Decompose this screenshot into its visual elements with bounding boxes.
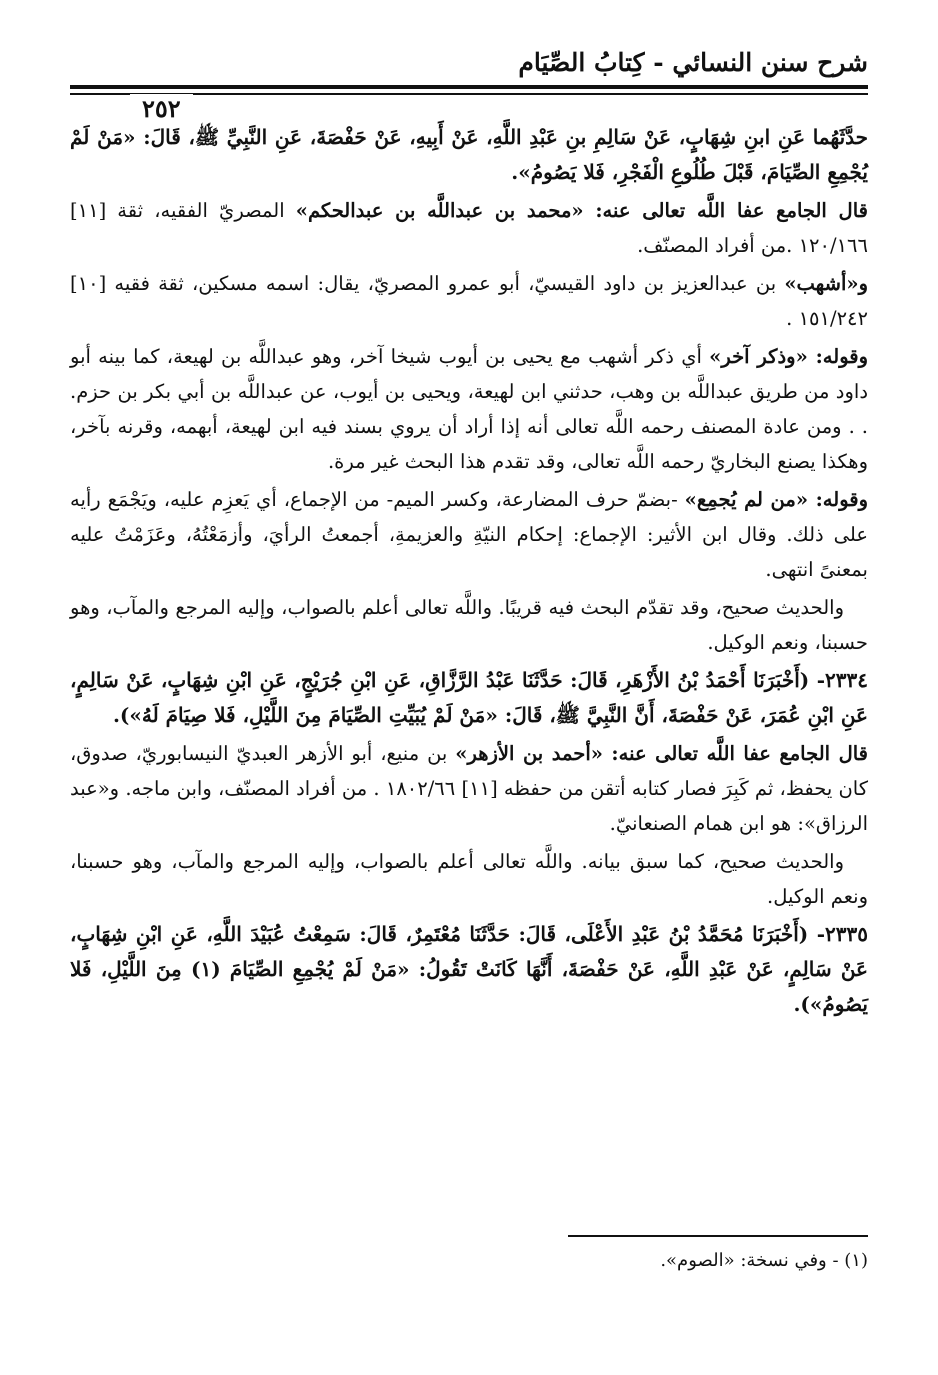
commentary-paragraph — [70, 339, 868, 479]
page-header — [70, 40, 868, 123]
page-number: ٢٥٢ — [130, 94, 193, 123]
narrator-paragraph — [70, 736, 868, 841]
hadith-paragraph: حدَّثَهُما عَنِ ابنِ شِهَابٍ، عَنْ سَالِمِ بنِ عَبْدِ اللَّهِ، عَنْ أَبِيهِ، عَنْ حَفْصَةَ، عَنِ النَّبِيِّ ﷺ، قَالَ: «مَنْ لَمْ يُجْمِعِ الصِّيَامَ، قَبْلَ طُلُوعِ الْفَجْرِ، فَلا يَصُومُ». — [70, 125, 868, 184]
paragraph-lead: قال الجامع عفا اللَّه تعالى عنه: «أحمد بن الأزهر» — [455, 742, 868, 765]
paragraph-lead: و«أشهب» — [784, 272, 868, 295]
narrator-paragraph — [70, 193, 868, 263]
footnote-separator — [568, 1235, 868, 1237]
paragraph-text: أي ذكر أشهب مع يحيى بن أيوب شيخا آخر، وهو عبداللَّه بن لهيعة، كما بينه أبو داود من طريق عبداللَّه بن وهب، حدثني ابن لهيعة، ويحيى بن أيوب، عن عبداللَّه بن أبي بكر بن حزم. . . ومن عادة المصنف رحمه اللَّه تعالى أنه إذا أراد أن يروي بسند فيه ابن لهيعة، أبهمه، وقرنه بآخر، وهكذا يصنع البخاريّ رحمه اللَّه تعالى، وقد تقدم هذا البحث غير مرة. — [70, 345, 868, 473]
footnote: (١) - وفي نسخة: «الصوم». — [660, 1250, 868, 1271]
commentary-paragraph: والحديث صحيح، وقد تقدّم البحث فيه قريبًا. واللَّه تعالى أعلم بالصواب، وإليه المرجع والمآب، وهو حسبنا، ونعم الوكيل. — [70, 596, 868, 654]
paragraph-lead: قال الجامع عفا اللَّه تعالى عنه: «محمد بن عبداللَّه بن عبدالحكم» — [295, 199, 868, 222]
paragraph-lead: وقوله: «وذكر آخر» — [709, 345, 869, 368]
paragraph-text: بن عبدالعزيز بن داود القيسيّ، أبو عمرو المصريّ، يقال: اسمه مسكين، ثقة فقيه [١٠] ١٥١/٢٤٢ . — [70, 272, 868, 330]
hadith-paragraph: ٢٣٣٥- (أَخْبَرَنَا مُحَمَّدُ بْنُ عَبْدِ الأَعْلَى، قَالَ: حَدَّثَنَا مُعْتَمِرٌ، قَالَ: سَمِعْتُ عُبَيْدَ اللَّهِ، عَنِ ابْنِ شِهَابٍ، عَنْ سَالِمٍ، عَنْ عَبْدِ اللَّهِ، عَنْ حَفْصَةَ، أَنَّهَا كَانَتْ تَقُولُ: «مَنْ لَمْ يُجْمِعِ الصِّيَامَ (١) مِنَ اللَّيْلِ، فَلا يَصُومُ»). — [70, 922, 868, 1016]
document-page — [70, 40, 868, 1350]
paragraph-text: -بضمّ حرف المضارعة، وكسر الميم- من الإجماع، أي يَعزِم عليه، ويَجْمَع رأيه على ذلك. وقال ابن الأثير: الإجماع: إحكام النيّةِ والعزيمةِ، أجمعتُ الرأيَ، وأزمَعْتُهُ، وعَزَمْتُ عليه بمعنىً انتهى. — [70, 488, 868, 581]
paragraph-text: بن منيع، أبو الأزهر العبديّ النيسابوريّ، صدوق، كان يحفظ، ثم كَبِرَ فصار كتابه أتقن من حفظه [١١] ١٨٠٢/٦٦ . من أفراد المصنّف، وابن ماجه. و«عبد الرزاق»: هو ابن همام الصنعانيّ. — [70, 742, 869, 835]
body-text — [70, 120, 868, 1025]
paragraph-lead: وقوله: «من لم يُجمِع» — [684, 488, 869, 511]
narrator-paragraph — [70, 266, 868, 336]
commentary-paragraph — [70, 482, 868, 587]
commentary-paragraph: والحديث صحيح، كما سبق بيانه. واللَّه تعالى أعلم بالصواب، وإليه المرجع والمآب، وهو حسبنا، ونعم الوكيل. — [70, 850, 868, 908]
running-title: شرح سنن النسائي - كِتابُ الصِّيَام — [518, 48, 868, 77]
paragraph-text: المصريّ الفقيه، ثقة [١١] ١٢٠/١٦٦ .من أفراد المصنّف. — [70, 199, 868, 257]
hadith-paragraph: ٢٣٣٤- (أَخْبَرَنَا أَحْمَدُ بْنُ الأَزْهَرِ، قَالَ: حَدَّثَنَا عَبْدُ الرَّزَّاقِ، عَنِ ابْنِ جُرَيْجٍ، عَنِ ابْنِ شِهَابٍ، عَنْ سَالِمٍ، عَنِ ابْنِ عُمَرَ، عَنْ حَفْصَةَ، أَنَّ النَّبِيَّ ﷺ، قَالَ: «مَنْ لَمْ يُبَيِّتِ الصِّيَامَ مِنَ اللَّيْلِ، فَلا صِيَامَ لَهُ»). — [70, 668, 868, 727]
header-rule-thick — [70, 85, 868, 89]
